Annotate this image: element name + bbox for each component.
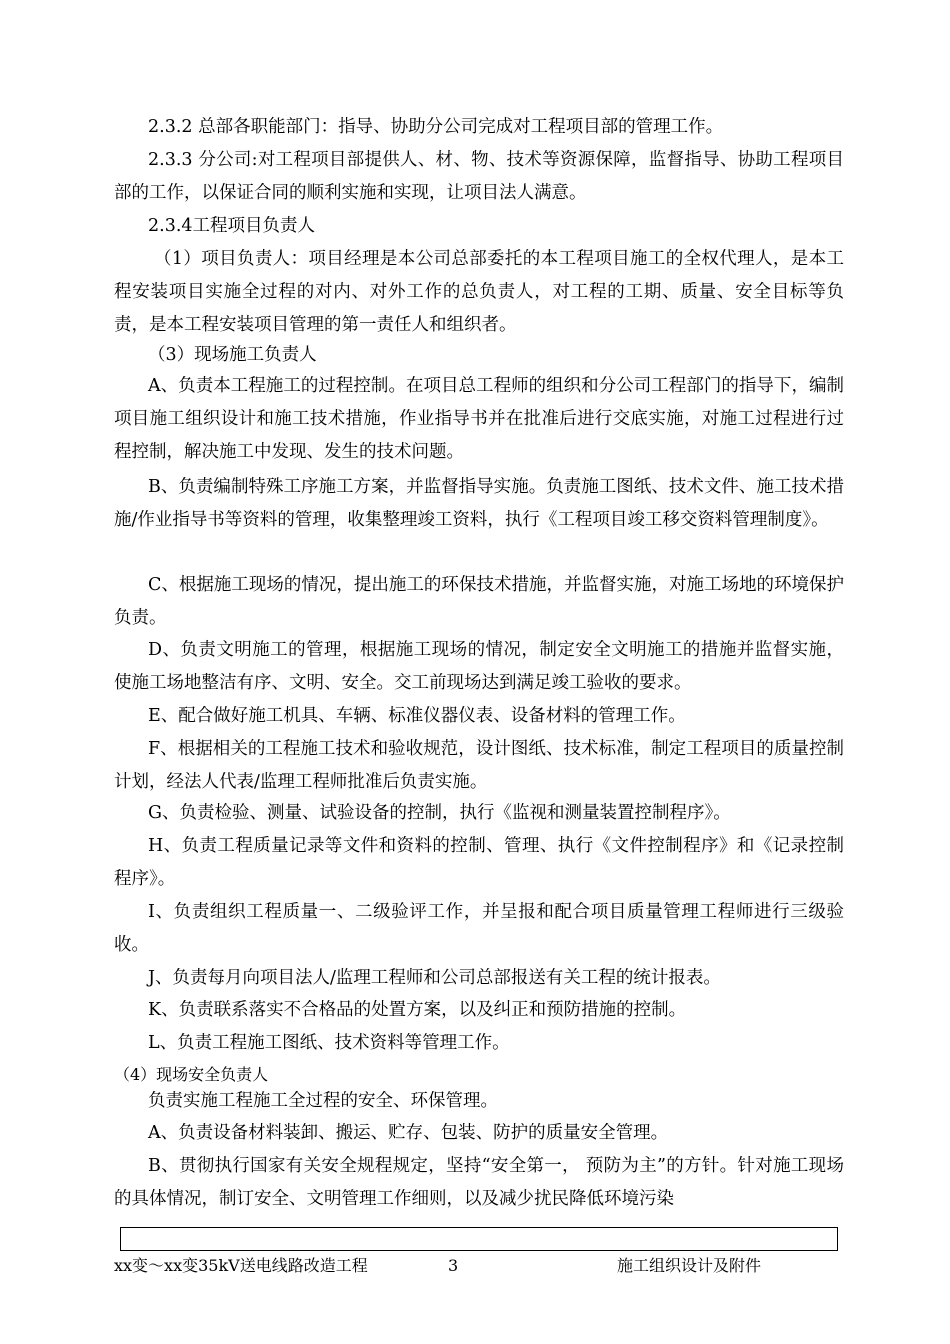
paragraph-safety-intro: 负责实施工程施工全过程的安全、环保管理。 <box>148 1091 498 1111</box>
paragraph-safety-a: A、负责设备材料装卸、搬运、贮存、包装、防护的质量安全管理。 <box>148 1123 669 1143</box>
footer-frame <box>120 1227 838 1251</box>
paragraph-2-3-3: 2.3.3 分公司:对工程项目部提供人、材、物、技术等资源保障，监督指导、协助工程项目部的工作，以保证合同的顺利实施和实现，让项目法人满意。 <box>114 150 844 203</box>
heading-site-safety-lead: （4）现场安全负责人 <box>114 1065 269 1084</box>
paragraph-item-k: K、负责联系落实不合格品的处置方案，以及纠正和预防措施的控制。 <box>148 1000 687 1020</box>
footer-document-title: 施工组织设计及附件 <box>617 1256 762 1275</box>
footer-project-name: xx变～xx变35kV送电线路改造工程 <box>114 1256 368 1275</box>
paragraph-item-g: G、负责检验、测量、试验设备的控制，执行《监视和测量装置控制程序》。 <box>148 803 731 823</box>
paragraph-item-l: L、负责工程施工图纸、技术资料等管理工作。 <box>148 1033 510 1053</box>
footer-page-number: 3 <box>448 1256 459 1275</box>
paragraph-item-j: J、负责每月向项目法人/监理工程师和公司总部报送有关工程的统计报表。 <box>148 968 721 988</box>
paragraph-item-h: H、负责工程质量记录等文件和资料的控制、管理、执行《文件控制程序》和《记录控制程序》。 <box>114 836 844 889</box>
paragraph-item-a: A、负责本工程施工的过程控制。在项目总工程师的组织和分公司工程部门的指导下，编制项目施工组织设计和施工技术措施，作业指导书并在批准后进行交底实施，对施工过程进行过程控制，解决施工中发现、发生的技术问题。 <box>114 376 844 462</box>
paragraph-item-b: B、负责编制特殊工序施工方案，并监督指导实施。负责施工图纸、技术文件、施工技术措施/作业指导书等资料的管理，收集整理竣工资料，执行《工程项目竣工移交资料管理制度》。 <box>114 477 844 530</box>
paragraph-item-i: I、负责组织工程质量一、二级验评工作，并呈报和配合项目质量管理工程师进行三级验收。 <box>114 902 844 955</box>
heading-2-3-4: 2.3.4工程项目负责人 <box>148 216 316 236</box>
paragraph-item-d: D、负责文明施工的管理，根据施工现场的情况，制定安全文明施工的措施并监督实施，使施工场地整洁有序、文明、安全。交工前现场达到满足竣工验收的要求。 <box>114 640 844 693</box>
paragraph-2-3-2: 2.3.2 总部各职能部门：指导、协助分公司完成对工程项目部的管理工作。 <box>148 117 724 137</box>
paragraph-item-c: C、根据施工现场的情况，提出施工的环保技术措施，并监督实施，对施工场地的环境保护负责。 <box>114 575 844 628</box>
paragraph-item-f: F、根据相关的工程施工技术和验收规范，设计图纸、技术标准，制定工程项目的质量控制计划，经法人代表/监理工程师批准后负责实施。 <box>114 739 844 792</box>
paragraph-safety-b: B、贯彻执行国家有关安全规程规定，坚持“安全第一， 预防为主”的方针。针对施工现场的具体情况，制订安全、文明管理工作细则，以及减少扰民降低环境污染 <box>114 1156 844 1209</box>
paragraph-item-e: E、配合做好施工机具、车辆、标准仪器仪表、设备材料的管理工作。 <box>148 706 686 726</box>
heading-site-construction-lead: （3）现场施工负责人 <box>148 345 317 365</box>
paragraph-project-manager: （1）项目负责人：项目经理是本公司总部委托的本工程项目施工的全权代理人，是本工程安装项目实施全过程的对内、对外工作的总负责人，对工程的工期、质量、安全目标等负责，是本工程安装项目管理的第一责任人和组织者。 <box>114 249 844 335</box>
